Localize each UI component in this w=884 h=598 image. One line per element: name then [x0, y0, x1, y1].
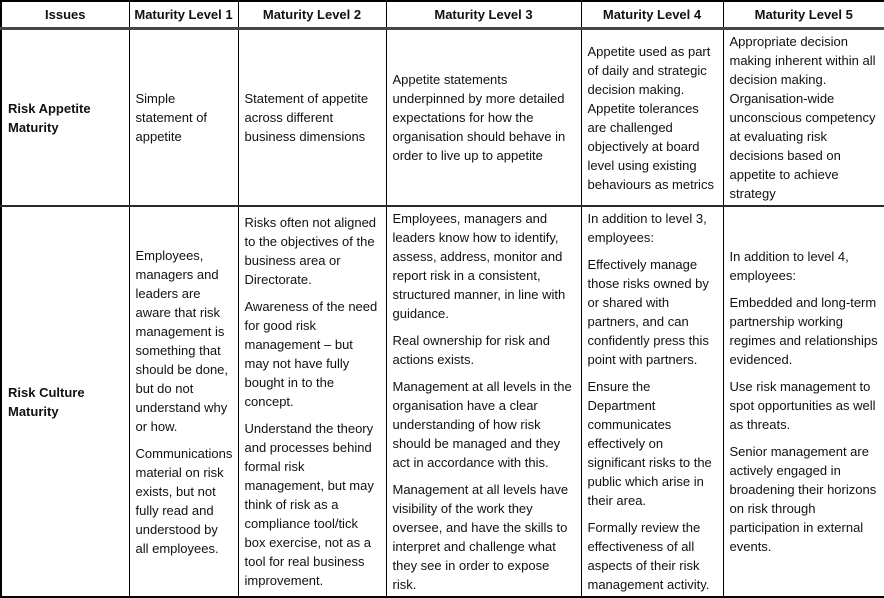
cell-paragraph: Communications material on risk exists, but not fully read and understood by all employees. — [135, 445, 233, 556]
cell-appetite-level-4 — [581, 29, 723, 207]
cell-appetite-level-5 — [723, 29, 884, 207]
cell-paragraph: Appetite used as part of daily and strategic decision making. Appetite tolerances are challenged objectively at board level using existing behaviours as metrics — [587, 43, 714, 192]
header-cell-maturity-level-1: Maturity Level 1 — [129, 1, 238, 29]
cell-paragraph: Formally review the effectiveness of all aspects of their risk management activity. — [587, 520, 710, 592]
header-row — [1, 1, 884, 29]
cell-paragraph: Appetite statements underpinned by more detailed expectations for how the organisation should behave in order to live up to appetite — [392, 72, 566, 163]
cell-paragraph: In addition to level 4, employees: — [729, 249, 849, 283]
cell-paragraph: In addition to level 3, employees: — [587, 211, 707, 245]
cell-appetite-level-3 — [386, 29, 581, 207]
header-cell-maturity-level-5: Maturity Level 5 — [723, 1, 884, 29]
cell-paragraph: Use risk management to spot opportunities as well as threats. — [729, 379, 876, 432]
cell-appetite-level-2 — [238, 29, 386, 207]
cell-culture-level-5 — [723, 206, 884, 597]
header-cell-issues: Issues — [1, 1, 129, 29]
cell-culture-level-3 — [386, 206, 581, 597]
cell-paragraph: Ensure the Department communicates effectively on significant risks to the public which arise in their area. — [587, 379, 712, 508]
row-label-risk-appetite-maturity: Risk Appetite Maturity — [1, 29, 129, 207]
cell-paragraph: Management at all levels have visibility of the work they oversee, and have the skills to interpret and challenge what they see in order to expose risk. — [392, 482, 569, 592]
row-label-risk-culture-maturity: Risk Culture Maturity — [1, 206, 129, 597]
cell-paragraph: Appropriate decision making inherent within all decision making. Organisation-wide unconscious competency at evaluating risk decisions based on appetite to achieve strategy — [729, 34, 876, 201]
cell-culture-level-4 — [581, 206, 723, 597]
cell-paragraph: Risks often not aligned to the objectives of the business area or Directorate. — [244, 215, 377, 287]
cell-paragraph: Employees, managers and leaders are aware that risk management is something that should be done, but do not understand why or how. — [135, 247, 229, 434]
cell-culture-level-1 — [129, 206, 238, 597]
header-cell-maturity-level-4: Maturity Level 4 — [581, 1, 723, 29]
cell-paragraph: Effectively manage those risks owned by or shared with partners, and can confidently press this point with partners. — [587, 257, 709, 367]
cell-paragraph: Awareness of the need for good risk management – but may not have fully bought in to the concept. — [244, 299, 378, 409]
cell-paragraph: Embedded and long-term partnership working regimes and relationships evidenced. — [729, 295, 878, 367]
cell-paragraph: Understand the theory and processes behind formal risk management, but may think of risk as a compliance tool/tick box exercise, not as a tool for real business improvement. — [244, 421, 374, 588]
cell-appetite-level-1 — [129, 29, 238, 207]
cell-paragraph: Employees, managers and leaders know how to identify, assess, address, monitor and report risk in a consistent, structured manner, in line with guidance. — [392, 211, 566, 321]
cell-paragraph: Simple statement of appetite — [135, 91, 208, 144]
cell-paragraph: Statement of appetite across different business dimensions — [244, 91, 369, 144]
row-risk-appetite-maturity — [1, 29, 884, 207]
cell-paragraph: Management at all levels in the organisation have a clear understanding of how risk should be managed and they act in accordance with this. — [392, 379, 572, 470]
header-cell-maturity-level-2: Maturity Level 2 — [238, 1, 386, 29]
header-cell-maturity-level-3: Maturity Level 3 — [386, 1, 581, 29]
cell-culture-level-2 — [238, 206, 386, 597]
cell-paragraph: Real ownership for risk and actions exists. — [392, 333, 551, 367]
cell-paragraph: Senior management are actively engaged in broadening their horizons on risk through participation in external events. — [729, 444, 877, 554]
row-risk-culture-maturity — [1, 206, 884, 597]
